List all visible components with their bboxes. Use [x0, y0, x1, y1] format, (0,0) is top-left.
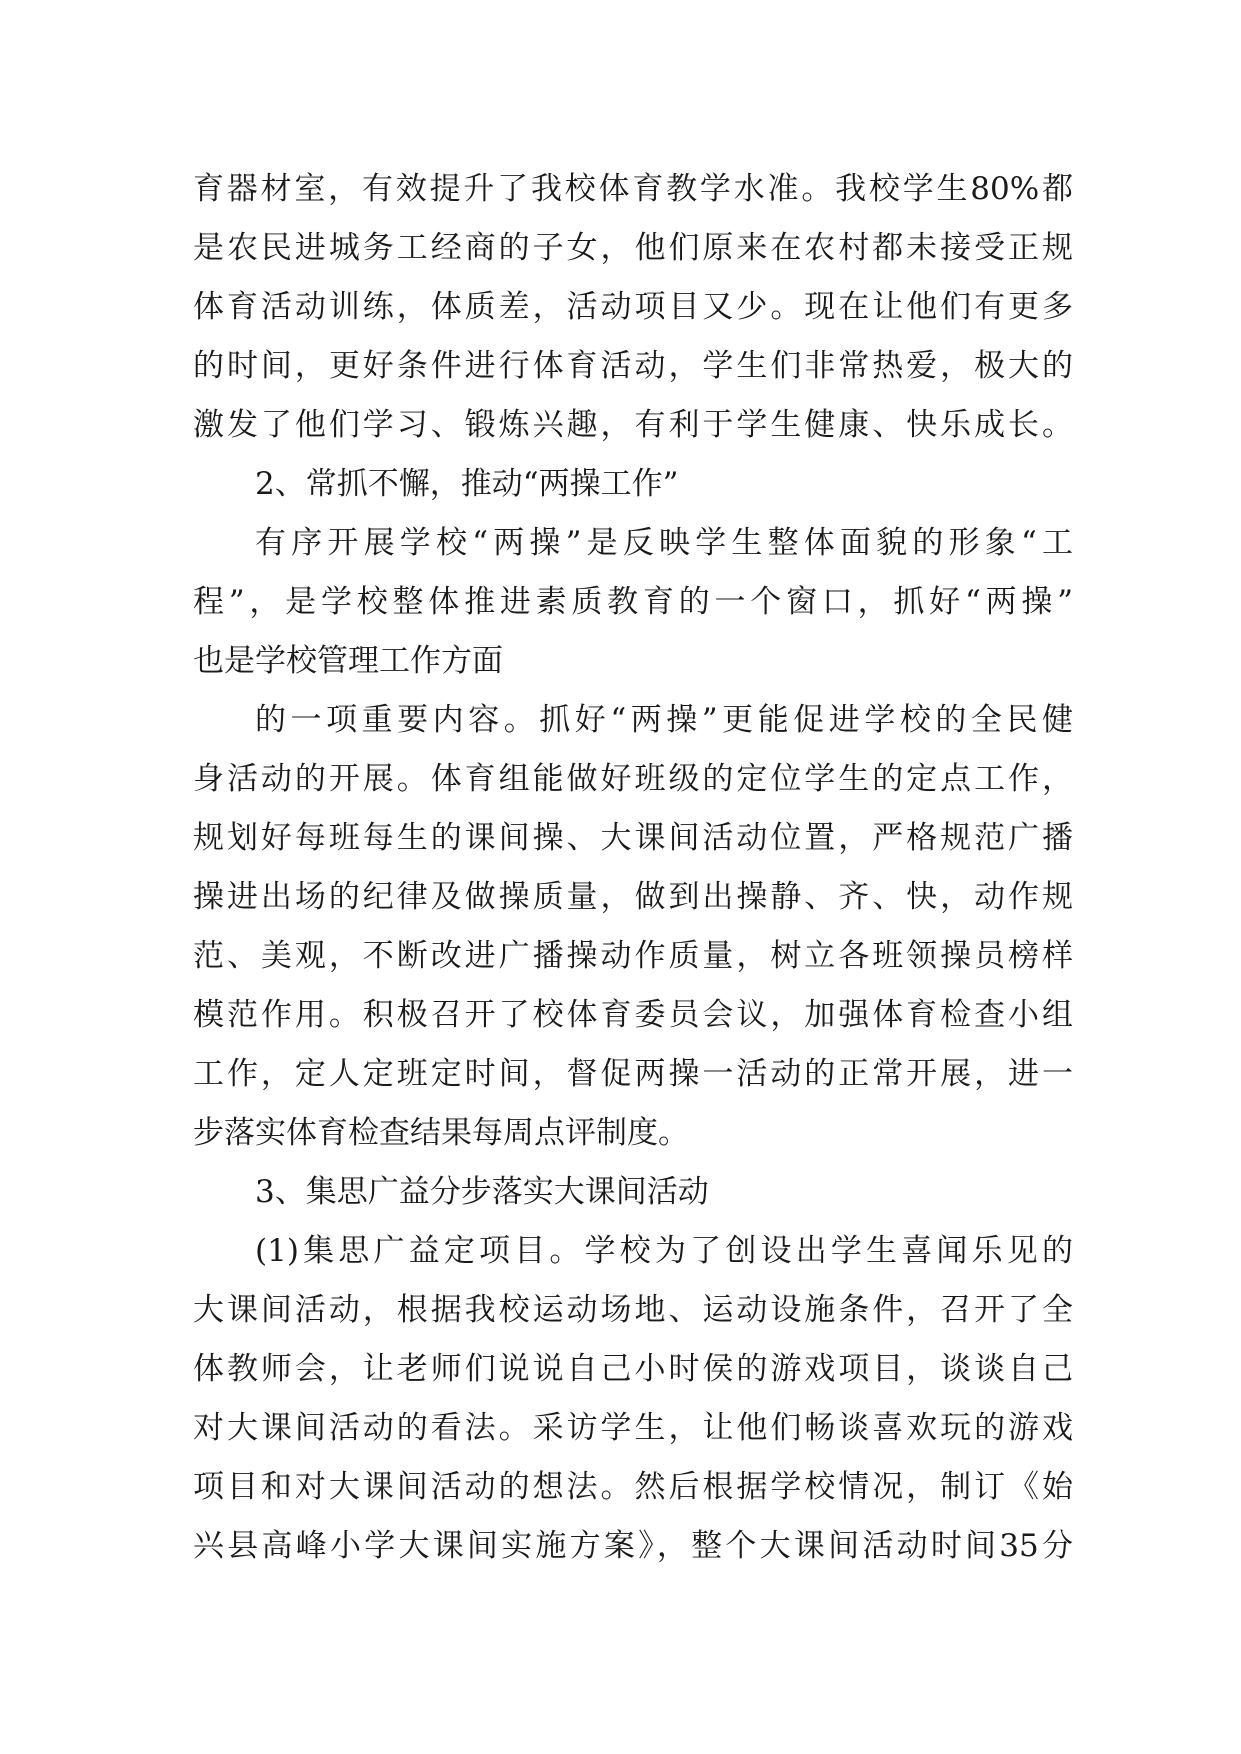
- text-line: 是农民进城务工经商的子女，他们原来在农村都未接受正规: [193, 230, 1073, 266]
- body-text: [193, 160, 1073, 1576]
- section-heading: 2、常抓不懈，推动“两操工作”: [255, 466, 679, 502]
- text-line: 工作，定人定班定时间，督促两操一活动的正常开展，进一: [193, 1056, 1073, 1092]
- text-line: 范、美观，不断改进广播操动作质量，树立各班领操员榜样: [193, 938, 1073, 974]
- text-line: 激发了他们学习、锻炼兴趣，有利于学生健康、快乐成长。: [193, 407, 1073, 443]
- text-line: 对大课间活动的看法。采访学生，让他们畅谈喜欢玩的游戏: [193, 1410, 1073, 1446]
- text-line: 体教师会，让老师们说说自己小时侯的游戏项目，谈谈自己: [193, 1351, 1073, 1387]
- text-line: 项目和对大课间活动的想法。然后根据学校情况，制订《始: [193, 1469, 1073, 1505]
- text-line: 步落实体育检查结果每周点评制度。: [193, 1115, 689, 1151]
- text-line: 规划好每班每生的课间操、大课间活动位置，严格规范广播: [193, 820, 1073, 856]
- text-line: 体育活动训练，体质差，活动项目又少。现在让他们有更多: [193, 289, 1073, 325]
- section-heading: 3、集思广益分步落实大课间活动: [255, 1174, 709, 1210]
- text-line: 育器材室，有效提升了我校体育教学水准。我校学生80%都: [193, 171, 1073, 207]
- text-line: 的时间，更好条件进行体育活动，学生们非常热爱，极大的: [193, 348, 1073, 384]
- text-line: 有序开展学校“两操”是反映学生整体面貌的形象“工: [255, 525, 1073, 561]
- text-line: 也是学校管理工作方面: [193, 643, 503, 679]
- text-line: (1)集思广益定项目。学校为了创设出学生喜闻乐见的: [255, 1233, 1073, 1269]
- text-line: 操进出场的纪律及做操质量，做到出操静、齐、快，动作规: [193, 879, 1073, 915]
- text-line: 身活动的开展。体育组能做好班级的定位学生的定点工作，: [193, 761, 1073, 797]
- text-line: 的一项重要内容。抓好“两操”更能促进学校的全民健: [255, 702, 1073, 738]
- text-line: 模范作用。积极召开了校体育委员会议，加强体育检查小组: [193, 997, 1073, 1033]
- text-line: 兴县高峰小学大课间实施方案》，整个大课间活动时间35分: [193, 1528, 1073, 1564]
- text-line: 程”，是学校整体推进素质教育的一个窗口，抓好“两操”: [193, 584, 1073, 620]
- text-line: 大课间活动，根据我校运动场地、运动设施条件，召开了全: [193, 1292, 1073, 1328]
